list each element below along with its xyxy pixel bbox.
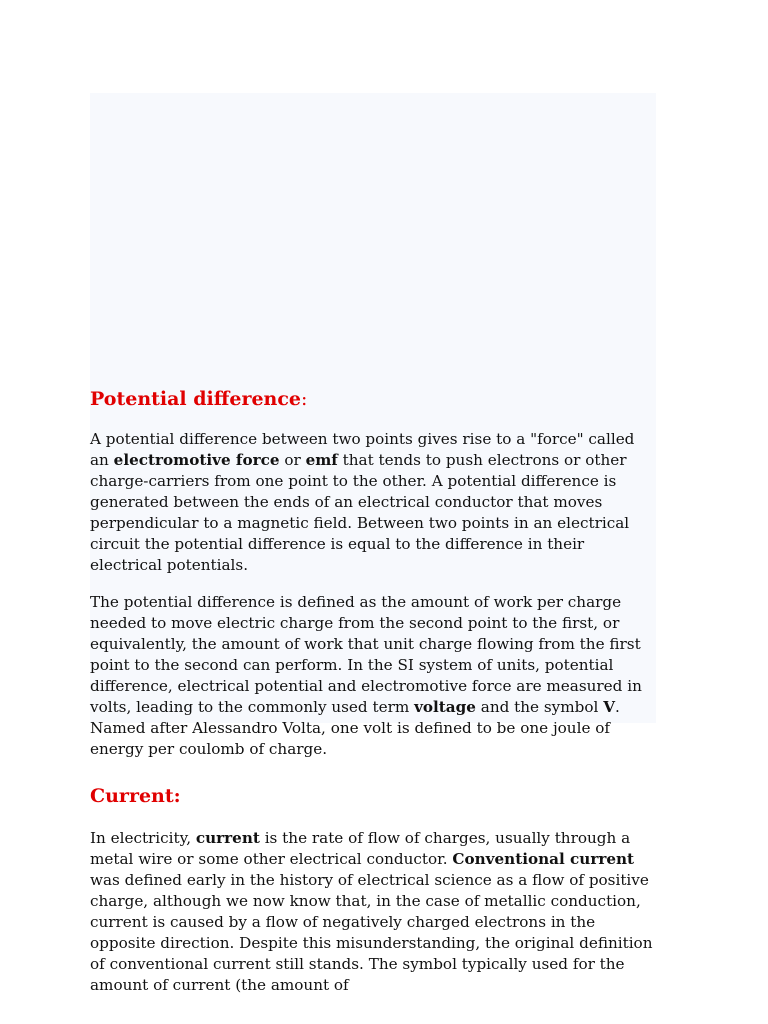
section-heading-current: Current: — [90, 785, 181, 807]
term-voltage: voltage — [414, 698, 476, 716]
term-conventional-current: Conventional current — [452, 850, 635, 868]
paragraph-current — [90, 828, 658, 996]
paragraph-text: or — [279, 451, 306, 469]
paragraph-text: and the symbol — [475, 698, 604, 716]
section-heading-potential-difference — [90, 385, 658, 413]
term-electromotive-force: electromotive force — [113, 451, 280, 469]
heading-colon: : — [301, 388, 308, 410]
term-v-symbol: V — [603, 698, 615, 716]
paragraph-text: The potential difference is defined as the amount of work per charge needed to move electric charge from the second point to the first, or equivalently, the amount of work that unit charge flowing from the first point to the second can perform. In the SI system of units, potential difference, electrical potential and electromotive force are measured in volts, leading to the commonly used term — [90, 593, 642, 716]
paragraph-voltage — [90, 592, 658, 760]
paragraph-emf — [90, 429, 658, 576]
paragraph-text: In electricity, — [90, 829, 196, 847]
paragraph-text: that tends to push electrons or other charge-carriers from one point to the other. A potential difference is generated between the ends of an electrical conductor that moves perpendicular to a magnetic field. Between two points in an electrical circuit the potential difference is equal to the difference in their electrical potentials. — [90, 451, 630, 574]
paragraph-text: A potential difference between two points gives rise to a "force" called an — [90, 430, 635, 469]
heading-text: Potential difference — [90, 388, 302, 410]
document-body — [90, 385, 658, 996]
paragraph-text: was defined early in the history of electrical science as a flow of positive charge, although we now know that, in the case of metallic conduction, current is caused by a flow of negatively charged electrons in the opposite direction. Despite this misunderstanding, the original definition of conventional current still stands. The symbol typically used for the amount of current (the amount of — [90, 871, 653, 994]
term-emf: emf — [305, 451, 338, 469]
paragraph-text: is the rate of flow of charges, usually through a metal wire or some other electrical conductor. — [90, 829, 631, 868]
term-current: current — [195, 829, 260, 847]
paragraph-text: . Named after Alessandro Volta, one volt is defined to be one joule of energy per coulomb of charge. — [90, 698, 620, 758]
